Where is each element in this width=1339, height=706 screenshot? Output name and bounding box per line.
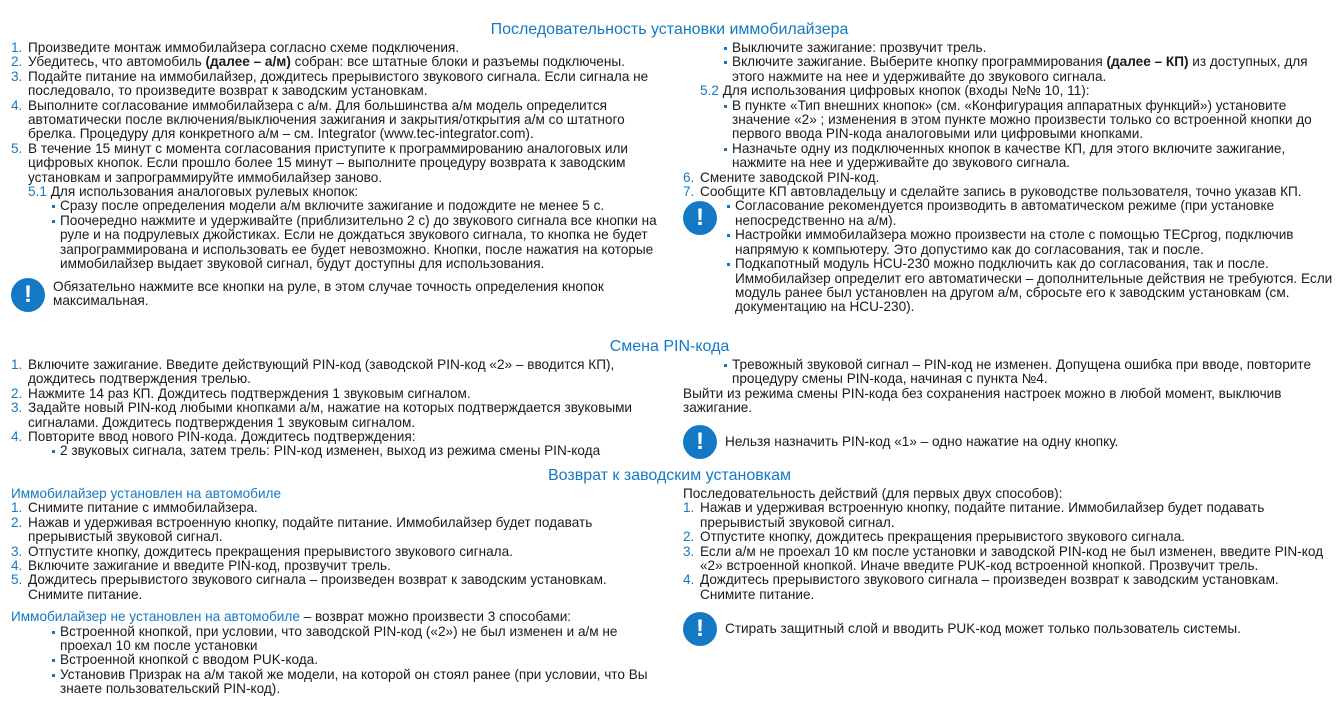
factory-reset-right-column xyxy=(683,487,1333,646)
sequence-heading: Последовательность действий (для первых двух способов): xyxy=(683,486,1063,501)
bullet-item: Поочередно нажмите и удерживайте (приблизительно 2 с) до звукового сигнала все кнопки на руле и на подрулевых джойстиках. Если не дождаться звукового сигнала, то кнопка не будет запрограммирована и использовать ее будет невозможно. Кнопки, после нажатия на которые иммобилайзер выдает звуковой сигнал, будут доступны для использования. xyxy=(50,214,661,272)
bullet-item: Встроенной кнопкой, при условии, что заводской PIN-код («2») не был изменен и а/м не проехал 10 км после установки xyxy=(50,625,661,654)
list-item: 1. Нажав и удерживая встроенную кнопку, подайте питание. Иммобилайзер будет подавать прерывистый звуковой сигнал. xyxy=(683,500,1265,530)
list-item: 6. Смените заводской PIN-код. xyxy=(683,169,880,185)
exclamation-circle-icon: ! xyxy=(11,278,45,312)
bullet-item: Встроенной кнопкой с вводом PUK-кода. xyxy=(50,653,661,667)
list-item: 1. Произведите монтаж иммобилайзера согласно схеме подключения. xyxy=(11,40,460,55)
note-puk-code: ! Стирать защитный слой и вводить PUK-код может только пользователь системы. xyxy=(683,612,1333,646)
list-item: 4. Дождитесь прерывистого звукового сигнала – произведен возврат к заводским установкам. Снимите питание. xyxy=(683,572,1279,602)
installation-right-column xyxy=(683,41,1333,315)
exclamation-circle-icon: ! xyxy=(683,425,717,459)
bullet-item: Сразу после определения модели а/м включите зажигание и подождите не менее 5 с. xyxy=(50,199,661,213)
list-item: 3. Отпустите кнопку, дождитесь прекращения прерывистого звукового сигнала. xyxy=(11,543,513,559)
exclamation-circle-icon: ! xyxy=(683,201,717,235)
factory-reset-left-column xyxy=(11,487,661,697)
bullet-item: Установив Призрак на а/м такой же модели, на которой он стоял ранее (при условии, что Вы знаете пользовательский PIN-код). xyxy=(50,668,661,697)
list-item: 2. Нажав и удерживая встроенную кнопку, подайте питание. Иммобилайзер будет подавать прерывистый звуковой сигнал. xyxy=(11,514,593,545)
exclamation-circle-icon: ! xyxy=(683,612,717,646)
bullet-item: Подкапотный модуль HCU-230 можно подключить как до согласования, так и после. Иммобилайзер определит его автоматически – дополнительные действия не требуются. Если модуль ранее был установлен на другом а/м, сбросьте его к заводским установкам (см. документацию на HCU-230). xyxy=(725,257,1333,315)
bullet-item: Согласование рекомендуется производить в автоматическом режиме (при установке непосредственно на а/м). xyxy=(725,199,1333,228)
bullet-item: Назначьте одну из подключенных кнопок в качестве КП, для этого включите зажигание, нажмите на нее и удерживайте до звукового сигнала. xyxy=(722,142,1333,171)
not-installed-heading: Иммобилайзер не установлен на автомобиле – возврат можно произвести 3 способами: xyxy=(11,609,572,625)
list-item: 4. Включите зажигание и введите PIN-код, прозвучит трель. xyxy=(11,558,391,574)
list-item: 1. Включите зажигание. Введите действующий PIN-код (заводской PIN-код «2» – вводится КП), дождитесь подтверждения трелью. xyxy=(11,357,615,387)
bullet-item: 2 звуковых сигнала, затем трель: PIN-код изменен, выход из режима смены PIN-кода xyxy=(50,444,661,458)
list-item: 5. Дождитесь прерывистого звукового сигнала – произведен возврат к заводским установкам. Снимите питание. xyxy=(11,572,607,602)
exit-pin-mode-text: Выйти из режима смены PIN-кода без сохранения настроек можно в любой момент, выключив зажигание. xyxy=(683,385,1282,416)
list-item: 2. Отпустите кнопку, дождитесь прекращения прерывистого звукового сигнала. xyxy=(683,529,1185,545)
pin-change-left-column xyxy=(11,358,661,459)
note-installation-tips xyxy=(683,199,1333,314)
list-item: 3. Подайте питание на иммобилайзер, дождитесь прерывистого звукового сигнала. Если сигнала не последовало, то произведите возврат к заводским установкам. xyxy=(11,68,649,99)
bullet-item: Тревожный звуковой сигнал – PIN-код не изменен. Допущена ошибка при вводе, повторите процедуру смены PIN-кода, начиная с пункта №4. xyxy=(722,358,1333,387)
list-item: 4. Повторите ввод нового PIN-кода. Дождитесь подтверждения: xyxy=(11,429,416,445)
list-item: 7. Сообщите КП автовладельцу и сделайте запись в руководстве пользователя, точно указав КП. xyxy=(683,184,1302,200)
list-item: 4. Выполните согласование иммобилайзера с а/м. Для большинства а/м модель определится автоматически после включения/выключения зажигания и закрытия/открытия а/м со штатного брелка. Процедуру для конкретного а/м – см. Integrator (www.tec-integrator.com). xyxy=(11,97,625,142)
section-title-installation: Последовательность установки иммобилайзера xyxy=(490,21,849,38)
list-item: 3. Если а/м не проехал 10 км после установки и заводской PIN-код не был изменен, введите PIN-код «2» встроенной кнопкой. Иначе введите PUK-код встроенной кнопкой. Прозвучит трель. xyxy=(683,543,1324,574)
list-item: 2. Убедитесь, что автомобиль (далее – а/м) собран: все штатные блоки и разъемы подключены. xyxy=(11,54,625,70)
installed-heading: Иммобилайзер установлен на автомобиле xyxy=(11,486,282,501)
bullet-item: Настройки иммобилайзера можно произвести на столе с помощью TECprog, подключив напрямую к компьютеру. Это допустимо как до согласования, так и после. xyxy=(725,228,1333,257)
bullet-item: В пункте «Тип внешних кнопок» (см. «Конфигурация аппаратных функций») установите значение «2» ; изменения в этом пункте можно произвести только со встроенной кнопки до первого ввода PIN-кода аналоговыми или цифровыми кнопками. xyxy=(722,99,1333,142)
list-item: 2. Нажмите 14 раз КП. Дождитесь подтверждения 1 звуковым сигналом. xyxy=(11,385,471,401)
subsection-analog-buttons: 5.1 Для использования аналоговых рулевых кнопок: Сразу после определения модели а/м включите зажигание и подождите не менее 5 с. Поочередно нажмите и удерживайте (приблизительно 2 с) до звукового сигнала все кнопки на руле и на подрулевых джойстиках. Если не дождаться звукового сигнала, то кнопка не будет запрограммирована и использовать ее будет невозможно. Кнопки, после нажатия на которые иммобилайзер выдает звуковой сигнал, будут доступны для использования. xyxy=(11,185,661,271)
list-item: 5. В течение 15 минут с момента согласования приступите к программированию аналоговых или цифровых кнопок. Если прошло более 15 минут – выполните процедуру возврата к заводским установкам и запрограммируйте иммобилайзер заново. xyxy=(11,140,629,185)
section-title-pin-change: Смена PIN-кода xyxy=(609,338,730,355)
note-pin-restriction: ! Нельзя назначить PIN-код «1» – одно нажатие на одну кнопку. xyxy=(683,425,1333,459)
subsection-digital-buttons: 5.2 Для использования цифровых кнопок (входы №№ 10, 11): В пункте «Тип внешних кнопок» (см. «Конфигурация аппаратных функций») установите значение «2» ; изменения в этом пункте можно произвести только со встроенной кнопки до первого ввода PIN-кода аналоговыми или цифровыми кнопками. Назначьте одну из подключенных кнопок в качестве КП, для этого включите зажигание, нажмите на нее и удерживайте до звукового сигнала. xyxy=(683,84,1333,170)
note-steering-buttons: ! Обязательно нажмите все кнопки на руле, в этом случае точность определения кнопок максимальная. xyxy=(11,280,661,309)
bullet-item: Выключите зажигание: прозвучит трель. xyxy=(722,41,1333,55)
pin-change-right-column xyxy=(683,358,1333,459)
section-title-factory-reset: Возврат к заводским установкам xyxy=(547,467,792,484)
list-item: 3. Задайте новый PIN-код любыми кнопками а/м, нажатие на которых подтверждается звуковыми сигналами. Дождитесь подтверждения 1 звуковым сигналом. xyxy=(11,400,633,430)
installation-left-column xyxy=(11,41,661,308)
bullet-item: Включите зажигание. Выберите кнопку программирования (далее – КП) из доступных, для этого нажмите на нее и удерживайте до звукового сигнала. xyxy=(722,55,1333,84)
list-item: 1. Снимите питание с иммобилайзера. xyxy=(11,500,258,516)
